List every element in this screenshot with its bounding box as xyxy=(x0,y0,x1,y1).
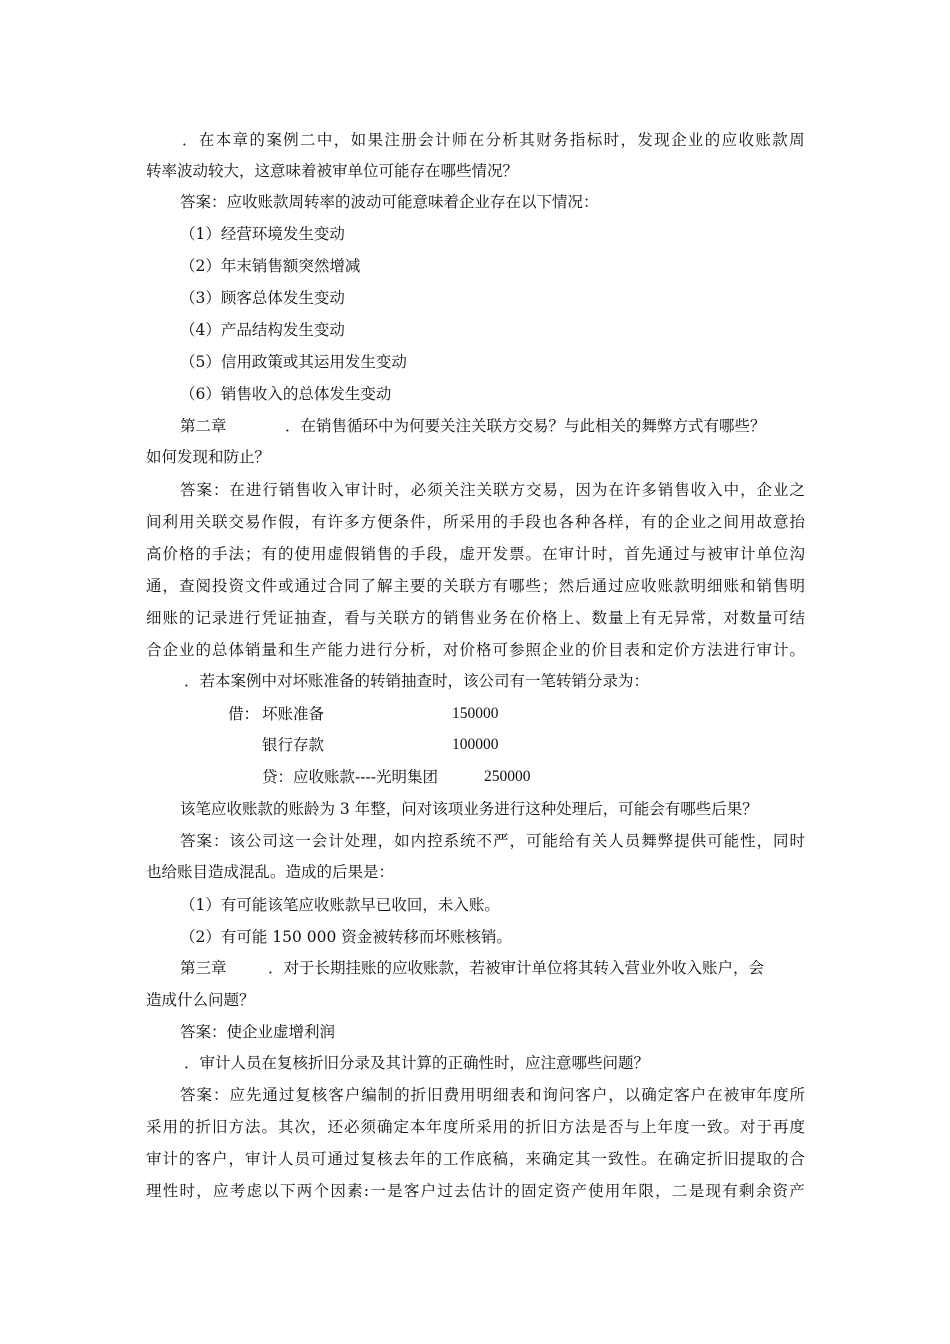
answer-3-line: 也给账目造成混乱。造成的后果是： xyxy=(146,863,395,881)
answer-2-line: 间利用关联交易作假，有许多方便条件，所采用的手段也各种各样，有的企业之间用故意抬 xyxy=(146,513,806,531)
chapter-2-heading: 第二章 xyxy=(180,417,227,435)
answer-2-line: 通，查阅投资文件或通过合同了解主要的关联方有哪些；然后通过应收账款明细账和销售明 xyxy=(146,577,806,595)
answer-1-item: （2）年末销售额突然增减 xyxy=(180,257,361,275)
journal-entry-amount: 250000 xyxy=(484,768,531,785)
answer-4: 答案：使企业虚增利润 xyxy=(180,1023,336,1041)
question-4-line-1: ．对于长期挂账的应收账款，若被审计单位将其转入营业外收入账户，会 xyxy=(268,959,765,977)
journal-entry-account: 银行存款 xyxy=(262,736,325,754)
answer-1-intro: 答案：应收账款周转率的波动可能意味着企业存在以下情况： xyxy=(180,193,599,211)
question-4-line-2: 造成什么问题？ xyxy=(146,991,255,1009)
question-3-line-2: 该笔应收账款的账龄为 3 年整，问对该项业务进行这种处理后，可能会有哪些后果？ xyxy=(180,800,758,818)
answer-1-item: （4）产品结构发生变动 xyxy=(180,321,345,339)
answer-2-line: 合企业的总体销量和生产能力进行分析，对价格可参照企业的价目表和定价方法进行审计。 xyxy=(146,641,806,659)
question-2-line-1: ．在销售循环中为何要关注关联方交易？与此相关的舞弊方式有哪些？ xyxy=(285,417,766,435)
answer-5-line: 理性时，应考虑以下两个因素:一是客户过去估计的固定资产使用年限，二是现有剩余资产 xyxy=(146,1182,806,1200)
answer-1-item: （3）顾客总体发生变动 xyxy=(180,289,345,307)
journal-entry-amount: 100000 xyxy=(452,736,499,753)
answer-5-line: 答案：应先通过复核客户编制的折旧费用明细表和询问客户，以确定客户在被审年度所 xyxy=(180,1086,806,1104)
answer-2-line: 高价格的手法；有的使用虚假销售的手段，虚开发票。在审计时，首先通过与被审计单位沟 xyxy=(146,545,806,563)
question-1-line-2: 转率波动较大，这意味着被审单位可能存在哪些情况？ xyxy=(146,162,519,180)
chapter-3-heading: 第三章 xyxy=(180,959,227,977)
answer-5-line: 审计的客户，审计人员可通过复核去年的工作底稿，来确定其一致性。在确定折旧提取的合 xyxy=(146,1150,806,1168)
question-5: ．审计人员在复核折旧分录及其计算的正确性时，应注意哪些问题？ xyxy=(184,1054,650,1072)
answer-3-item: （1）有可能该笔应收账款早已收回，未入账。 xyxy=(180,896,500,914)
question-1-line-1: ．在本章的案例二中，如果注册会计师在分析其财务指标时，发现企业的应收账款周 xyxy=(182,131,806,149)
answer-1-item: （5）信用政策或其运用发生变动 xyxy=(180,353,407,371)
answer-3-item: （2）有可能 150 000 资金被转移而坏账核销。 xyxy=(180,928,512,946)
answer-3-line: 答案：该公司这一会计处理，如内控系统不严，可能给有关人员舞弊提供可能性，同时 xyxy=(180,832,806,850)
journal-entry-credit: 贷：应收账款----光明集团 xyxy=(262,768,438,786)
question-3-line-1: ．若本案例中对坏账准备的转销抽查时，该公司有一笔转销分录为： xyxy=(184,672,650,690)
answer-1-item: （6）销售收入的总体发生变动 xyxy=(180,385,392,403)
answer-2-line: 细账的记录进行凭证抽查，看与关联方的销售业务在价格上、数量上有无异常，对数量可结 xyxy=(146,609,806,627)
answer-5-line: 采用的折旧方法。其次，还必须确定本年度所采用的折旧方法是否与上年度一致。对于再度 xyxy=(146,1118,806,1136)
journal-entry-debit-label: 借： xyxy=(228,705,260,723)
answer-2-line: 答案：在进行销售收入审计时，必须关注关联方交易，因为在许多销售收入中，企业之 xyxy=(180,481,806,499)
question-2-line-2: 如何发现和防止？ xyxy=(146,448,271,466)
journal-entry-amount: 150000 xyxy=(452,705,499,722)
answer-1-item: （1）经营环境发生变动 xyxy=(180,225,345,243)
journal-entry-account: 坏账准备 xyxy=(262,705,325,723)
